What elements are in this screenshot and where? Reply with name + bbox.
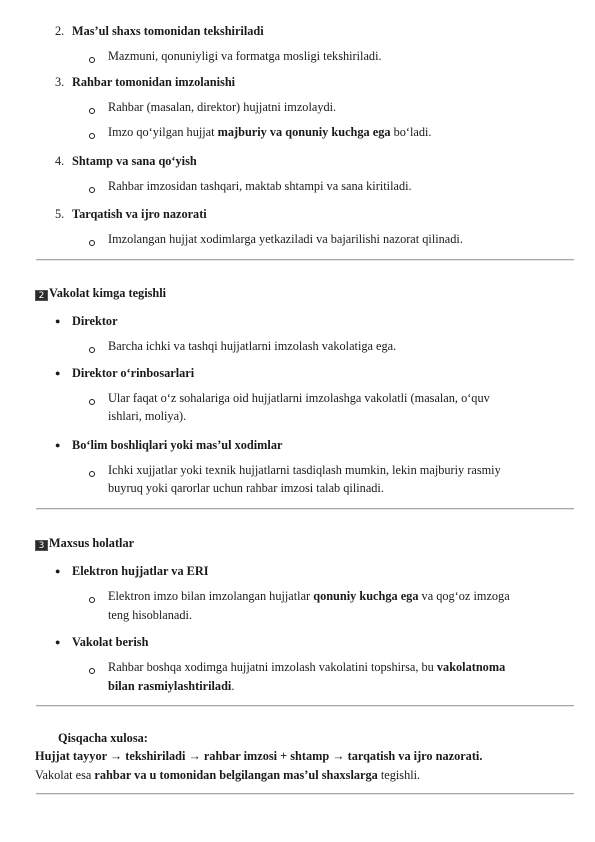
divider [36,508,574,510]
list-item-detail: buyruq yoki qarorlar uchun rahbar imzosi talab qilinadi. [108,481,384,495]
list-item-detail: Elektron imzo bilan imzolangan hujjatlar qonuniy kuchga ega va qog‘oz imzoga [108,589,510,603]
bullet-icon: ● [55,637,61,647]
keycap-number-icon: 2 [35,290,48,301]
list-item-detail: Rahbar boshqa xodimga hujjatni imzolash vakolatini topshirsa, bu vakolatnoma [108,660,506,674]
circle-bullet-icon [89,668,95,674]
circle-bullet-icon [89,597,95,603]
keycap-number-icon: 3 [35,540,48,551]
circle-bullet-icon [89,108,95,114]
bullet-icon: ● [55,440,61,450]
divider [36,259,574,261]
list-item-title: Direktor [72,314,118,328]
list-item-detail: Ichki xujjatlar yoki texnik hujjatlarni tasdiqlash mumkin, lekin majburiy rasmiy [108,463,501,477]
circle-bullet-icon [89,471,95,477]
step-title: Rahbar tomonidan imzolanishi [72,75,236,89]
step-detail: Mazmuni, qonuniyligi va formatga mosligi tekshiriladi. [108,49,382,63]
step-number: 3. [55,75,65,89]
step-title: Shtamp va sana qo‘yish [72,154,197,168]
list-item-title: Vakolat berish [72,635,149,649]
section-heading: 3 Maxsus holatlar [35,535,134,551]
summary-heading: Qisqacha xulosa: [58,731,148,745]
step-number: 4. [55,154,65,168]
circle-bullet-icon [89,240,95,246]
list-item-detail: Barcha ichki va tashqi hujjatlarni imzolash vakolatiga ega. [108,339,397,353]
step-detail: Imzo qo‘yilgan hujjat majburiy va qonuniy kuchga ega bo‘ladi. [108,125,432,139]
list-item-title: Elektron hujjatlar va ERI [72,564,209,578]
circle-bullet-icon [89,187,95,193]
circle-bullet-icon [89,399,95,405]
step-detail: Imzolangan hujjat xodimlarga yetkaziladi va bajarilishi nazorat qilinadi. [108,232,463,246]
bullet-icon: ● [55,368,61,378]
circle-bullet-icon [89,347,95,353]
circle-bullet-icon [89,133,95,139]
divider [36,705,574,707]
step-title: Tarqatish va ijro nazorati [72,207,207,221]
summary-authority: Vakolat esa rahbar va u tomonidan belgilangan mas’ul shaxslarga tegishli. [35,768,421,782]
divider [36,793,574,795]
step-detail: Rahbar imzosidan tashqari, maktab shtampi va sana kiritiladi. [108,179,412,193]
circle-bullet-icon [89,57,95,63]
list-item-title: Bo‘lim boshliqlari yoki mas’ul xodimlar [72,438,283,452]
step-number: 2. [55,24,65,38]
summary-flow: Hujjat tayyor → tekshiriladi → rahbar imzosi + shtamp → tarqatish va ijro nazorati. [35,749,483,763]
bullet-icon: ● [55,316,61,326]
list-item-title: Direktor o‘rinbosarlari [72,366,195,380]
list-item-detail: Ular faqat o‘z sohalariga oid hujjatlarni imzolashga vakolatli (masalan, o‘quv [108,391,490,405]
section-heading: 2 Vakolat kimga tegishli [35,285,166,301]
step-title: Mas’ul shaxs tomonidan tekshiriladi [72,24,264,38]
list-item-detail: teng hisoblanadi. [108,608,193,622]
step-detail: Rahbar (masalan, direktor) hujjatni imzolaydi. [108,100,337,114]
list-item-detail: bilan rasmiylashtiriladi. [108,679,235,693]
bullet-icon: ● [55,566,61,576]
list-item-detail: ishlari, moliya). [108,409,187,423]
step-number: 5. [55,207,65,221]
